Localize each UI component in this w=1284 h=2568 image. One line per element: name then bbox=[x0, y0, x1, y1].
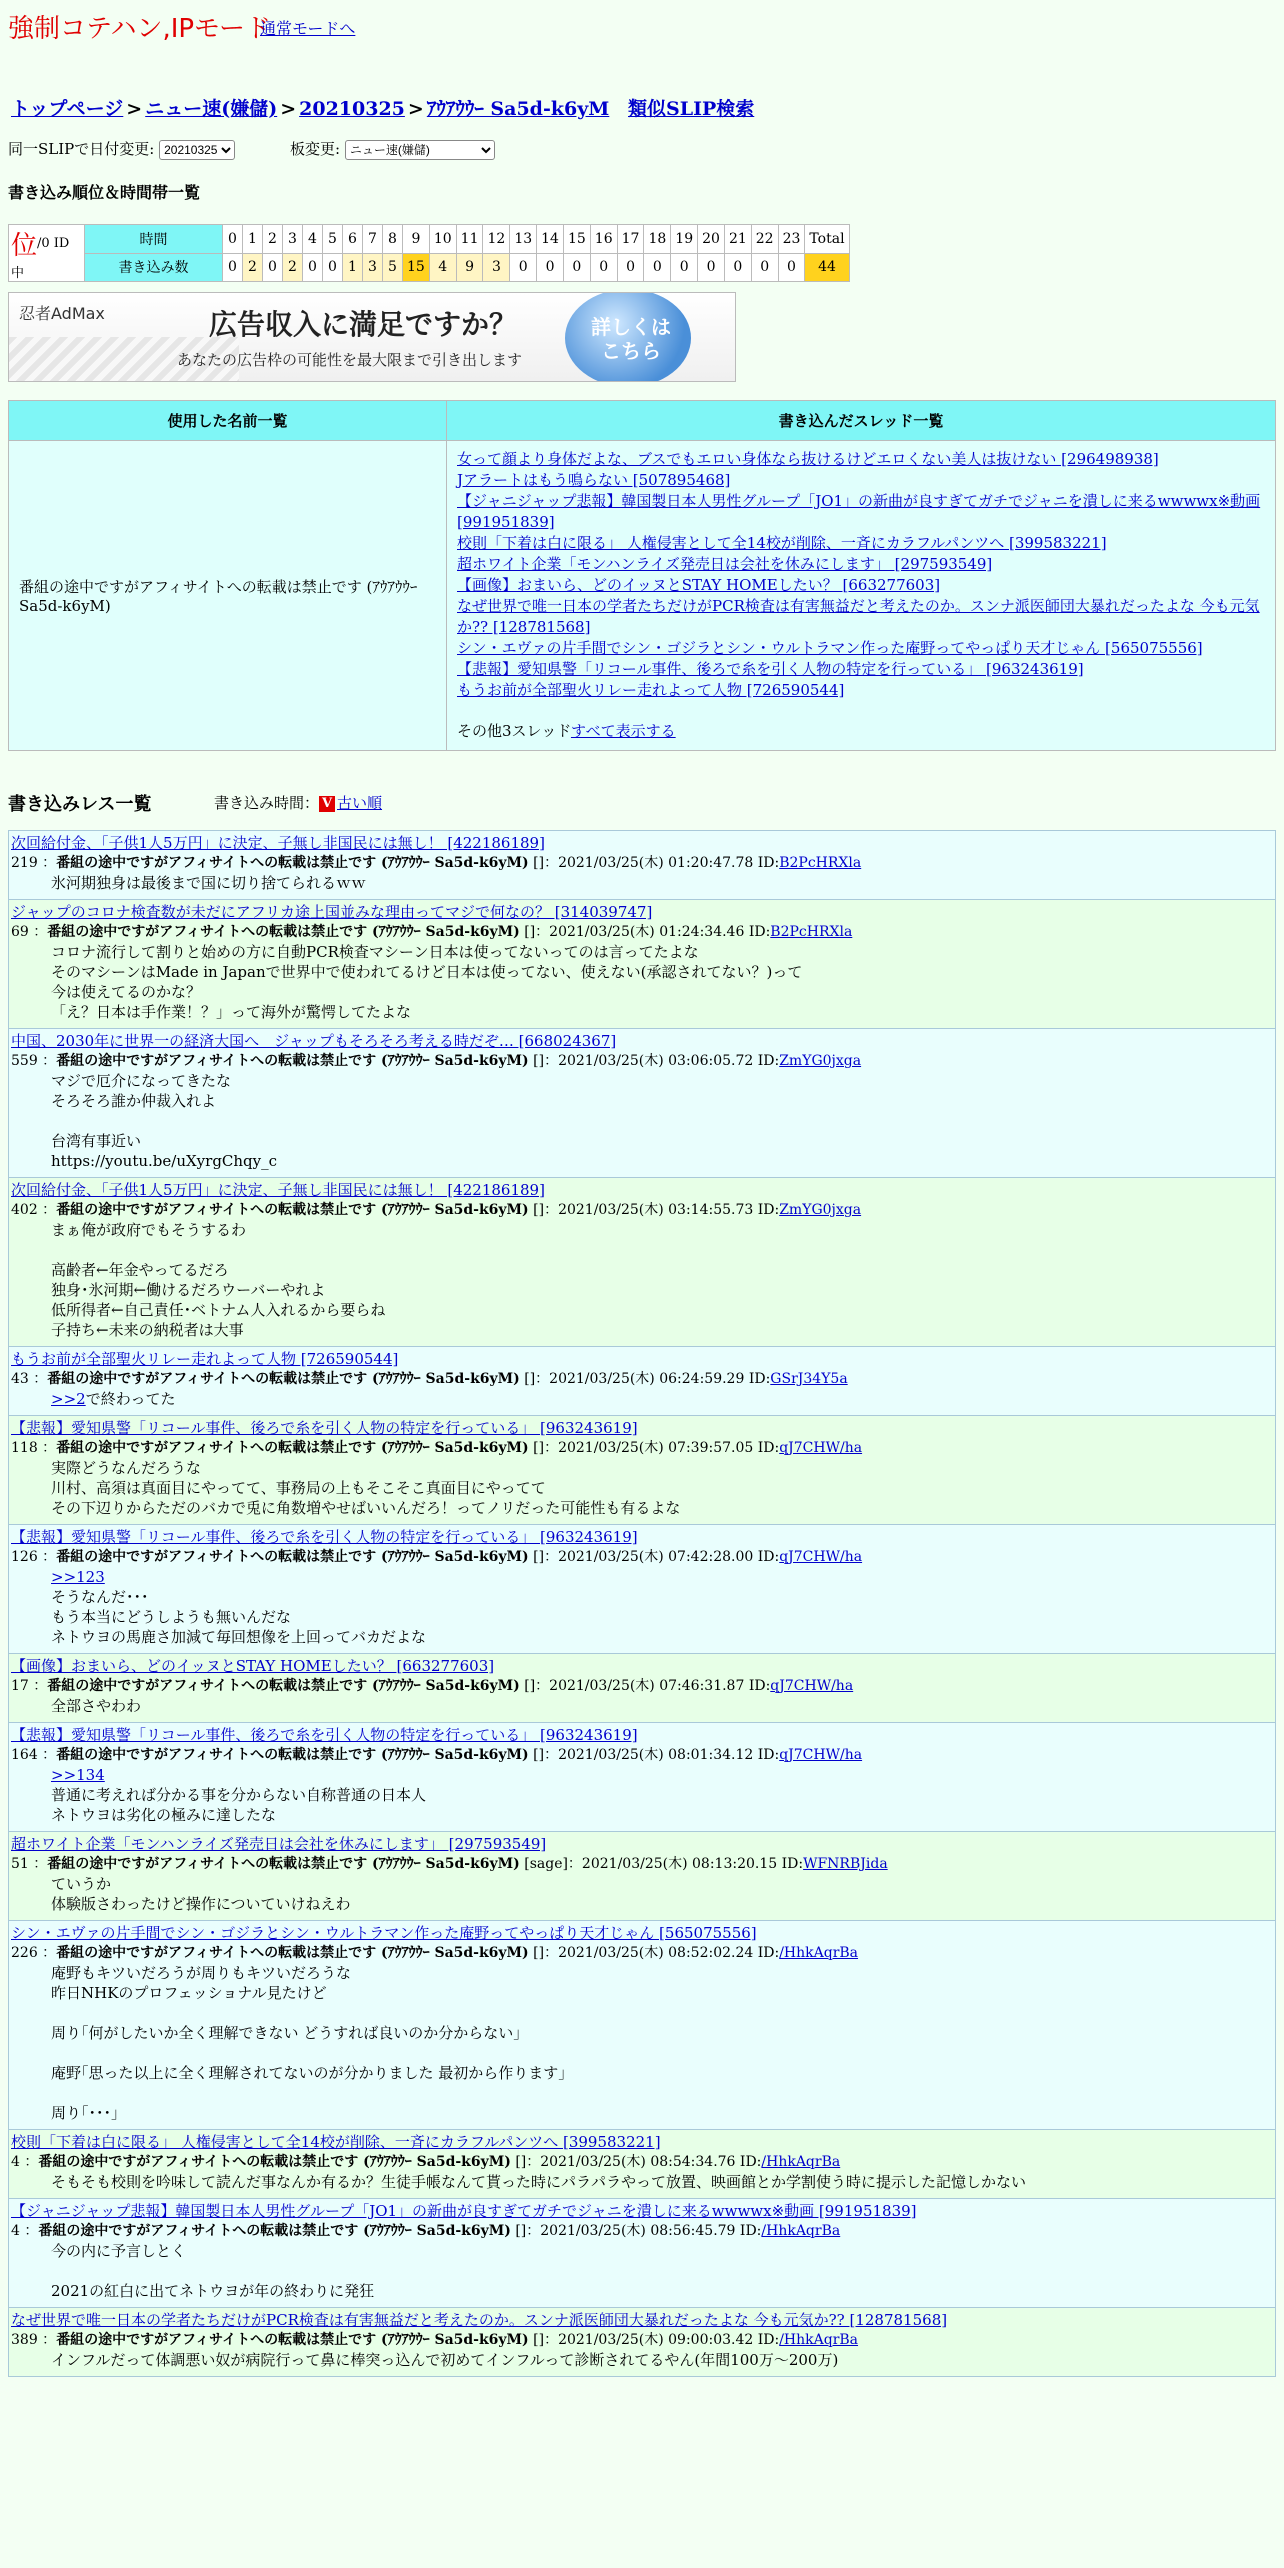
thread-link[interactable]: 【画像】おまいら、どのイッヌとSTAY HOMEしたい？ [663277603] bbox=[457, 576, 941, 594]
post-header: 126 ：番組の途中ですがアフィサイトへの転載は禁止です (ｱｳｱｳｳｰ Sa5d-k6yM) []：2021/03/25(木) 07:42:28.00 ID:qJ7CHW/ha bbox=[11, 1549, 863, 1565]
post-body bbox=[11, 1874, 1273, 1914]
post-id-link[interactable]: /HhkAqrBa bbox=[761, 2223, 841, 2239]
post-meta: []：2021/03/25(木) 03:06:05.72 ID: bbox=[533, 1053, 780, 1069]
thread-link[interactable]: 校則「下着は白に限る」 人権侵害として全14校が削除、一斉にカラフルパンツへ [399583221] bbox=[457, 534, 1107, 552]
count-label: 書き込み数 bbox=[85, 253, 223, 282]
post-number: 17 bbox=[11, 1678, 29, 1694]
hour-cell: 3 bbox=[283, 225, 303, 254]
post-name: 番組の途中ですがアフィサイトへの転載は禁止です (ｱｳｱｳｳｰ Sa5d-k6yM) bbox=[47, 1371, 520, 1387]
hour-cell: 11 bbox=[456, 225, 483, 254]
hour-cell: 12 bbox=[483, 225, 510, 254]
post-header: 51 ：番組の途中ですがアフィサイトへの転載は禁止です (ｱｳｱｳｳｰ Sa5d-k6yM) [sage]：2021/03/25(木) 08:13:20.15 ID:WFNRBJida bbox=[11, 1856, 888, 1872]
breadcrumb-board[interactable]: ニュー速(嫌儲) bbox=[145, 98, 278, 120]
hour-cell: 18 bbox=[644, 225, 671, 254]
hour-cell: 9 bbox=[403, 225, 430, 254]
post-id-link[interactable]: GSrJ34Y5a bbox=[770, 1371, 848, 1387]
count-cell: 0 bbox=[698, 253, 725, 282]
hour-cell: 6 bbox=[343, 225, 363, 254]
board-change bbox=[290, 138, 495, 160]
posts-heading: 書き込みレス一覧 bbox=[8, 794, 152, 815]
count-cell: 5 bbox=[383, 253, 403, 282]
post-header: 389 ：番組の途中ですがアフィサイトへの転載は禁止です (ｱｳｱｳｳｰ Sa5d-k6yM) []：2021/03/25(木) 09:00:03.42 ID:/HhkAqrBa bbox=[11, 2332, 859, 2348]
sort-oldest-link[interactable]: 古い順 bbox=[337, 794, 383, 812]
post-id-link[interactable]: ZmYG0jxga bbox=[779, 1202, 862, 1218]
reply-link[interactable]: >>2 bbox=[51, 1390, 86, 1408]
similar-slip-search-link[interactable]: 類似SLIP検索 bbox=[628, 98, 755, 120]
threads-header: 書き込んだスレッド一覧 bbox=[447, 401, 1276, 441]
posts-list bbox=[8, 830, 1276, 2377]
post-id-link[interactable]: B2PcHRXla bbox=[770, 924, 853, 940]
breadcrumb-slip[interactable]: ｱｳｱｳｳｰ Sa5d-k6yM bbox=[426, 98, 610, 120]
post-number: 402 bbox=[11, 1202, 38, 1218]
used-name: 番組の途中ですがアフィサイトへの転載は禁止です (ｱｳｱｳｳｰ Sa5d-k6yM) bbox=[9, 441, 447, 751]
thread-link[interactable]: 【悲報】愛知県警「リコール事件、後ろで糸を引く人物の特定を行っている」 [963243619] bbox=[457, 660, 1084, 678]
count-cell: 0 bbox=[303, 253, 323, 282]
post-item bbox=[8, 900, 1276, 1029]
hour-cell: 21 bbox=[724, 225, 751, 254]
count-cell: 0 bbox=[590, 253, 617, 282]
breadcrumb-separator: > bbox=[126, 98, 143, 120]
post-item bbox=[8, 1723, 1276, 1832]
post-text: インフルだって体調悪い奴が病院行って鼻に棒突っ込んで初めてインフルって診断されてるやん(年間100万～200万) bbox=[51, 2351, 839, 2369]
ad-banner[interactable] bbox=[8, 292, 736, 382]
mode-title: 強制コテハン,IPモード bbox=[8, 14, 272, 44]
post-text: そもそも校則を吟味して読んだ事なんか有るか？生徒手帳なんて貰った時にパラパラやって放置、映画館とか学割使う時に提示した記憶しかない bbox=[51, 2173, 1027, 2191]
post-meta: []：2021/03/25(木) 01:20:47.78 ID: bbox=[533, 855, 780, 871]
hour-cell: 8 bbox=[383, 225, 403, 254]
date-select[interactable] bbox=[159, 140, 235, 160]
board-select[interactable] bbox=[345, 140, 495, 160]
post-name: 番組の途中ですがアフィサイトへの転載は禁止です (ｱｳｱｳｳｰ Sa5d-k6yM) bbox=[56, 1440, 529, 1456]
post-name: 番組の途中ですがアフィサイトへの転載は禁止です (ｱｳｱｳｳｰ Sa5d-k6yM) bbox=[47, 1678, 520, 1694]
post-meta: []：2021/03/25(木) 03:14:55.73 ID: bbox=[533, 1202, 780, 1218]
rank-of-total: /0 ID中 bbox=[11, 236, 70, 281]
hour-cell: 4 bbox=[303, 225, 323, 254]
post-number: 219 bbox=[11, 855, 38, 871]
threads-cell bbox=[447, 441, 1276, 751]
count-cell: 0 bbox=[617, 253, 644, 282]
date-change bbox=[8, 138, 235, 160]
count-cell: 0 bbox=[563, 253, 590, 282]
post-name: 番組の途中ですがアフィサイトへの転載は禁止です (ｱｳｱｳｳｰ Sa5d-k6yM) bbox=[47, 1856, 520, 1872]
post-item bbox=[8, 1654, 1276, 1723]
count-cell: 0 bbox=[671, 253, 698, 282]
hour-cell: 16 bbox=[590, 225, 617, 254]
breadcrumb-separator: > bbox=[280, 98, 297, 120]
sort-time-label: 書き込み時間： bbox=[214, 794, 320, 812]
breadcrumb bbox=[8, 94, 612, 121]
post-meta: [sage]：2021/03/25(木) 08:13:20.15 ID: bbox=[524, 1856, 804, 1872]
post-body bbox=[11, 1071, 1273, 1171]
post-number: 69 bbox=[11, 924, 29, 940]
count-cell: 4 bbox=[429, 253, 456, 282]
show-all-link[interactable]: すべて表示する bbox=[570, 722, 676, 740]
post-header: 43 ：番組の途中ですがアフィサイトへの転載は禁止です (ｱｳｱｳｳｰ Sa5d-k6yM) []：2021/03/25(木) 06:24:59.29 ID:GSrJ34Y5a bbox=[11, 1371, 848, 1387]
post-text: 全部さやわわ bbox=[51, 1697, 142, 1715]
post-thread-link[interactable]: もうお前が全部聖火リレー走れよって人物 [726590544] bbox=[11, 1350, 399, 1368]
post-body bbox=[11, 2241, 1273, 2301]
post-thread-link[interactable]: 超ホワイト企業「モンハンライズ発売日は会社を休みにします」 [297593549] bbox=[11, 1835, 547, 1853]
post-meta: []：2021/03/25(木) 07:46:31.87 ID: bbox=[524, 1678, 771, 1694]
post-number: 4 bbox=[11, 2223, 20, 2239]
breadcrumb-top[interactable]: トップページ bbox=[11, 98, 124, 120]
count-cell: 0 bbox=[263, 253, 283, 282]
ad-subtitle: あなたの広告枠の可能性を最大限まで引き出します bbox=[177, 351, 523, 369]
post-item bbox=[8, 1832, 1276, 1921]
hour-cell: 7 bbox=[363, 225, 383, 254]
post-thread-link[interactable]: 校則「下着は白に限る」 人権侵害として全14校が削除、一斉にカラフルパンツへ [399583221] bbox=[11, 2133, 661, 2151]
post-thread-link[interactable]: なぜ世界で唯一日本の学者たちだけがPCR検査は有害無益だと考えたのか。スンナ派医師団大暴れだったよな 今も元気か?? [128781568] bbox=[11, 2311, 948, 2329]
post-id-link[interactable]: ZmYG0jxga bbox=[779, 1053, 862, 1069]
post-thread-link[interactable]: 【悲報】愛知県警「リコール事件、後ろで糸を引く人物の特定を行っている」 [963243619] bbox=[11, 1528, 638, 1546]
ad-title: 広告収入に満足ですか？ bbox=[209, 308, 518, 341]
rank-table bbox=[8, 224, 850, 282]
count-cell: 0 bbox=[644, 253, 671, 282]
hour-cell: 13 bbox=[510, 225, 537, 254]
hours-label: 時間 bbox=[85, 225, 223, 254]
count-cell: 2 bbox=[283, 253, 303, 282]
count-cell: 0 bbox=[751, 253, 778, 282]
post-body bbox=[11, 1567, 1273, 1647]
post-thread-link[interactable]: 中国、2030年に世界一の経済大国へ ジャップもそろそろ考える時だぞ… [668024367] bbox=[11, 1032, 617, 1050]
post-thread-link[interactable]: 【悲報】愛知県警「リコール事件、後ろで糸を引く人物の特定を行っている」 [963243619] bbox=[11, 1726, 638, 1744]
post-item bbox=[8, 2130, 1276, 2199]
hour-cell: 2 bbox=[263, 225, 283, 254]
post-number: 4 bbox=[11, 2154, 20, 2170]
names-header: 使用した名前一覧 bbox=[9, 401, 447, 441]
date-change-label: 同一SLIPで日付変更: bbox=[8, 140, 155, 158]
post-text: コロナ流行して割りと始めの方に自動PCR検査マシーン日本は使ってないってのは言ってたよな そのマシーンはMade in Japanで世界中で使われてるけど日本は使ってない、使えない(承認されてない？)って 今は使えてるのかな？ 「え？日本は手作業！？」って海外が驚愕してたよな bbox=[51, 943, 803, 1021]
count-cell: 0 bbox=[510, 253, 537, 282]
post-item bbox=[8, 1347, 1276, 1416]
breadcrumb-date[interactable]: 20210325 bbox=[299, 98, 405, 120]
post-item bbox=[8, 2308, 1276, 2377]
post-text: 実際どうなんだろうな 川村、高須は真面目にやってて、事務局の上もそこそこ真面目にやってて その下辺りからただのバカで兎に角数増やせばいいんだろ！ってノリだった可能性も有るよな bbox=[51, 1459, 681, 1517]
ad-button-line: 詳しくは こちら bbox=[591, 315, 671, 363]
count-cell: 9 bbox=[456, 253, 483, 282]
rank-counts-row bbox=[9, 253, 850, 282]
thread-link[interactable]: Jアラートはもう鳴らない [507895468] bbox=[457, 471, 731, 489]
post-name: 番組の途中ですがアフィサイトへの転載は禁止です (ｱｳｱｳｳｰ Sa5d-k6yM) bbox=[47, 924, 520, 940]
post-text: 今の内に予言しとく 2021の紅白に出てネトウヨが年の終わりに発狂 bbox=[51, 2242, 375, 2300]
ad-button-text bbox=[591, 315, 671, 363]
post-meta: []：2021/03/25(木) 08:52:02.24 ID: bbox=[533, 1945, 780, 1961]
post-name: 番組の途中ですがアフィサイトへの転載は禁止です (ｱｳｱｳｳｰ Sa5d-k6yM) bbox=[38, 2223, 511, 2239]
post-header: 4 ：番組の途中ですがアフィサイトへの転載は禁止です (ｱｳｱｳｳｰ Sa5d-k6yM) []：2021/03/25(木) 08:54:34.76 ID:/HhkAqrBa bbox=[11, 2154, 841, 2170]
hour-cell: 1 bbox=[243, 225, 263, 254]
post-thread-link[interactable]: 【ジャニジャップ悲報】韓国製日本人男性グループ「JO1」の新曲が良すぎてガチでジャニを潰しに来るwwwwx※動画 [991951839] bbox=[11, 2202, 917, 2220]
post-header: 402 ：番組の途中ですがアフィサイトへの転載は禁止です (ｱｳｱｳｳｰ Sa5d-k6yM) []：2021/03/25(木) 03:14:55.73 ID:ZmYG0jxga bbox=[11, 1202, 862, 1218]
post-name: 番組の途中ですがアフィサイトへの転載は禁止です (ｱｳｱｳｳｰ Sa5d-k6yM) bbox=[38, 2154, 511, 2170]
count-cell: 3 bbox=[363, 253, 383, 282]
post-number: 226 bbox=[11, 1945, 38, 1961]
post-item bbox=[8, 1029, 1276, 1178]
post-thread-link[interactable]: 【画像】おまいら、どのイッヌとSTAY HOMEしたい？ [663277603] bbox=[11, 1657, 495, 1675]
hour-cell: 0 bbox=[223, 225, 243, 254]
post-text: で終わってた bbox=[85, 1390, 176, 1408]
post-text: ていうか 体験版さわったけど操作についていけねえわ bbox=[51, 1875, 351, 1913]
hour-cell: 20 bbox=[698, 225, 725, 254]
rank-hours-row bbox=[9, 225, 850, 254]
post-id-link[interactable]: /HhkAqrBa bbox=[779, 1945, 859, 1961]
post-thread-link[interactable]: 次回給付金、「子供1人5万円」に決定、子無し非国民には無し！ [422186189] bbox=[11, 1181, 545, 1199]
thread-link[interactable]: 超ホワイト企業「モンハンライズ発売日は会社を休みにします」 [297593549] bbox=[457, 555, 993, 573]
hour-cell: 23 bbox=[778, 225, 805, 254]
thread-link[interactable]: 女って顔より身体だよな、ブスでもエロい身体なら抜けるけどエロくない美人は抜けない [296498938] bbox=[457, 450, 1159, 468]
count-cell: 0 bbox=[778, 253, 805, 282]
post-id-link[interactable]: B2PcHRXla bbox=[779, 855, 862, 871]
post-body bbox=[11, 1765, 1273, 1825]
post-header: 4 ：番組の途中ですがアフィサイトへの転載は禁止です (ｱｳｱｳｳｰ Sa5d-k6yM) []：2021/03/25(木) 08:56:45.79 ID:/HhkAqrBa bbox=[11, 2223, 841, 2239]
post-text: 庵野もキツいだろうが周りもキツいだろうな 昨日NHKのプロフェッショナル見たけど 周り｢何がしたいか全く理解できない どうすれば良いのか分からない｣ 庵野｢思った以上に全く理解されてないのが分かりました 最初から作ります｣ 周り｢･･･｣ bbox=[51, 1964, 566, 2122]
post-meta: []：2021/03/25(木) 07:42:28.00 ID: bbox=[533, 1549, 780, 1565]
post-header: 219 ：番組の途中ですがアフィサイトへの転載は禁止です (ｱｳｱｳｳｰ Sa5d-k6yM) []：2021/03/25(木) 01:20:47.78 ID:B2PcHRXla bbox=[11, 855, 862, 871]
post-name: 番組の途中ですがアフィサイトへの転載は禁止です (ｱｳｱｳｳｰ Sa5d-k6yM) bbox=[56, 1202, 529, 1218]
sort-arrow-icon: V bbox=[319, 796, 335, 812]
post-meta: []：2021/03/25(木) 08:54:34.76 ID: bbox=[515, 2154, 762, 2170]
post-name: 番組の途中ですがアフィサイトへの転載は禁止です (ｱｳｱｳｳｰ Sa5d-k6yM) bbox=[56, 1549, 529, 1565]
rank-heading: 書き込み順位＆時間帯一覧 bbox=[8, 183, 201, 202]
post-body bbox=[11, 1458, 1273, 1518]
post-name: 番組の途中ですがアフィサイトへの転載は禁止です (ｱｳｱｳｳｰ Sa5d-k6yM) bbox=[56, 1945, 529, 1961]
post-name: 番組の途中ですがアフィサイトへの転載は禁止です (ｱｳｱｳｳｰ Sa5d-k6yM) bbox=[56, 855, 529, 871]
post-number: 51 bbox=[11, 1856, 29, 1872]
total-label: Total bbox=[805, 225, 849, 254]
post-text: まぁ俺が政府でもそうするわ 高齢者←年金やってるだろ 独身･氷河期←働けるだろウーバーやれよ 低所得者←自己責任･ベトナム人入れるから要らね 子持ち←未来の納税者は大事 bbox=[51, 1221, 386, 1339]
post-body bbox=[11, 2172, 1273, 2192]
post-text: そうなんだ･･･ もう本当にどうしようも無いんだな ネトウヨの馬鹿さ加減て毎回想像を上回ってバカだよな bbox=[51, 1588, 427, 1646]
post-id-link[interactable]: qJ7CHW/ha bbox=[779, 1747, 863, 1763]
post-body bbox=[11, 1220, 1273, 1340]
ad-logo: 忍者AdMax bbox=[19, 304, 105, 323]
hour-cell: 10 bbox=[429, 225, 456, 254]
thread-list bbox=[457, 449, 1265, 701]
post-item bbox=[8, 1416, 1276, 1525]
post-item bbox=[8, 1525, 1276, 1654]
post-thread-link[interactable]: 【悲報】愛知県警「リコール事件、後ろで糸を引く人物の特定を行っている」 [963243619] bbox=[11, 1419, 638, 1437]
post-number: 118 bbox=[11, 1440, 38, 1456]
more-threads-count: その他3スレッド bbox=[457, 722, 571, 740]
thread-link[interactable]: なぜ世界で唯一日本の学者たちだけがPCR検査は有害無益だと考えたのか。スンナ派医師団大暴れだったよな 今も元気か?? [128781568] bbox=[457, 597, 1260, 636]
post-item bbox=[8, 2199, 1276, 2308]
post-header: 118 ：番組の途中ですがアフィサイトへの転載は禁止です (ｱｳｱｳｳｰ Sa5d-k6yM) []：2021/03/25(木) 07:39:57.05 ID:qJ7CHW/ha bbox=[11, 1440, 863, 1456]
post-id-link[interactable]: WFNRBJida bbox=[803, 1856, 888, 1872]
thread-link[interactable]: もうお前が全部聖火リレー走れよって人物 [726590544] bbox=[457, 681, 845, 699]
post-number: 559 bbox=[11, 1053, 38, 1069]
count-cell: 15 bbox=[403, 253, 430, 282]
post-meta: []：2021/03/25(木) 08:01:34.12 ID: bbox=[533, 1747, 780, 1763]
posts-sort bbox=[214, 792, 382, 813]
post-meta: []：2021/03/25(木) 08:56:45.79 ID: bbox=[515, 2223, 762, 2239]
post-id-link[interactable]: qJ7CHW/ha bbox=[770, 1678, 854, 1694]
count-cell: 0 bbox=[223, 253, 243, 282]
post-meta: []：2021/03/25(木) 06:24:59.29 ID: bbox=[524, 1371, 771, 1387]
count-cell: 0 bbox=[724, 253, 751, 282]
hour-cell: 14 bbox=[537, 225, 564, 254]
post-name: 番組の途中ですがアフィサイトへの転載は禁止です (ｱｳｱｳｳｰ Sa5d-k6yM) bbox=[56, 2332, 529, 2348]
count-cell: 2 bbox=[243, 253, 263, 282]
post-header: 69 ：番組の途中ですがアフィサイトへの転載は禁止です (ｱｳｱｳｳｰ Sa5d-k6yM) []：2021/03/25(木) 01:24:34.46 ID:B2PcHRXla bbox=[11, 924, 853, 940]
post-item bbox=[8, 1178, 1276, 1347]
post-number: 126 bbox=[11, 1549, 38, 1565]
hour-cell: 17 bbox=[617, 225, 644, 254]
post-body bbox=[11, 873, 1273, 893]
post-header: 559 ：番組の途中ですがアフィサイトへの転載は禁止です (ｱｳｱｳｳｰ Sa5d-k6yM) []：2021/03/25(木) 03:06:05.72 ID:ZmYG0jxga bbox=[11, 1053, 862, 1069]
count-cell: 0 bbox=[537, 253, 564, 282]
post-id-link[interactable]: /HhkAqrBa bbox=[779, 2332, 859, 2348]
post-name: 番組の途中ですがアフィサイトへの転載は禁止です (ｱｳｱｳｳｰ Sa5d-k6yM) bbox=[56, 1747, 529, 1763]
hour-cell: 5 bbox=[323, 225, 343, 254]
post-thread-link[interactable]: 次回給付金、「子供1人5万円」に決定、子無し非国民には無し！ [422186189] bbox=[11, 834, 545, 852]
post-text: 氷河期独身は最後まで国に切り捨てられるｗｗ bbox=[51, 874, 367, 892]
post-body bbox=[11, 2350, 1273, 2370]
count-cell: 1 bbox=[343, 253, 363, 282]
post-number: 43 bbox=[11, 1371, 29, 1387]
rank-cell bbox=[9, 225, 85, 282]
post-id-link[interactable]: /HhkAqrBa bbox=[761, 2154, 841, 2170]
post-body bbox=[11, 1963, 1273, 2123]
post-text: 普通に考えれば分かる事を分からない自称普通の日本人 ネトウヨは劣化の極みに達したな bbox=[51, 1786, 427, 1824]
more-threads bbox=[457, 721, 1265, 742]
post-meta: []：2021/03/25(木) 07:39:57.05 ID: bbox=[533, 1440, 780, 1456]
post-item bbox=[8, 1921, 1276, 2130]
post-number: 389 bbox=[11, 2332, 38, 2348]
post-header: 226 ：番組の途中ですがアフィサイトへの転載は禁止です (ｱｳｱｳｳｰ Sa5d-k6yM) []：2021/03/25(木) 08:52:02.24 ID:/HhkAqrBa bbox=[11, 1945, 859, 1961]
hour-cell: 15 bbox=[563, 225, 590, 254]
post-header: 164 ：番組の途中ですがアフィサイトへの転載は禁止です (ｱｳｱｳｳｰ Sa5d-k6yM) []：2021/03/25(木) 08:01:34.12 ID:qJ7CHW/ha bbox=[11, 1747, 863, 1763]
reply-link[interactable]: >>134 bbox=[51, 1766, 105, 1784]
names-table bbox=[8, 400, 1276, 751]
post-meta: []：2021/03/25(木) 09:00:03.42 ID: bbox=[533, 2332, 780, 2348]
post-header: 17 ：番組の途中ですがアフィサイトへの転載は禁止です (ｱｳｱｳｳｰ Sa5d-k6yM) []：2021/03/25(木) 07:46:31.87 ID:qJ7CHW/ha bbox=[11, 1678, 854, 1694]
hour-cell: 22 bbox=[751, 225, 778, 254]
post-id-link[interactable]: qJ7CHW/ha bbox=[779, 1549, 863, 1565]
post-body bbox=[11, 942, 1273, 1022]
thread-link[interactable]: 【ジャニジャップ悲報】韓国製日本人男性グループ「JO1」の新曲が良すぎてガチでジャニを潰しに来るwwwwx※動画 [991951839] bbox=[457, 492, 1261, 531]
post-thread-link[interactable]: ジャップのコロナ検査数が未だにアフリカ途上国並みな理由ってマジで何なの？ [314039747] bbox=[11, 903, 653, 921]
post-body bbox=[11, 1389, 1273, 1409]
count-cell: 0 bbox=[323, 253, 343, 282]
post-thread-link[interactable]: シン・エヴァの片手間でシン・ゴジラとシン・ウルトラマン作った庵野ってやっぱり天才じゃん [565075556] bbox=[11, 1924, 757, 1942]
thread-link[interactable]: シン・エヴァの片手間でシン・ゴジラとシン・ウルトラマン作った庵野ってやっぱり天才じゃん [565075556] bbox=[457, 639, 1203, 657]
post-id-link[interactable]: qJ7CHW/ha bbox=[779, 1440, 863, 1456]
count-cell: 3 bbox=[483, 253, 510, 282]
rank-value: 位 bbox=[11, 231, 38, 261]
post-text: マジで厄介になってきたな そろそろ誰か仲裁入れよ 台湾有事近い https://youtu.be/uXyrgChqy_c bbox=[51, 1072, 278, 1170]
post-item bbox=[8, 830, 1276, 900]
post-meta: []：2021/03/25(木) 01:24:34.46 ID: bbox=[524, 924, 771, 940]
total-count: 44 bbox=[805, 253, 849, 282]
post-name: 番組の途中ですがアフィサイトへの転載は禁止です (ｱｳｱｳｳｰ Sa5d-k6yM) bbox=[56, 1053, 529, 1069]
reply-link[interactable]: >>123 bbox=[51, 1568, 105, 1586]
board-change-label: 板変更: bbox=[290, 140, 341, 158]
normal-mode-link[interactable]: 通常モードへ bbox=[260, 19, 356, 38]
post-body bbox=[11, 1696, 1273, 1716]
post-number: 164 bbox=[11, 1747, 38, 1763]
hour-cell: 19 bbox=[671, 225, 698, 254]
breadcrumb-separator: > bbox=[407, 98, 424, 120]
